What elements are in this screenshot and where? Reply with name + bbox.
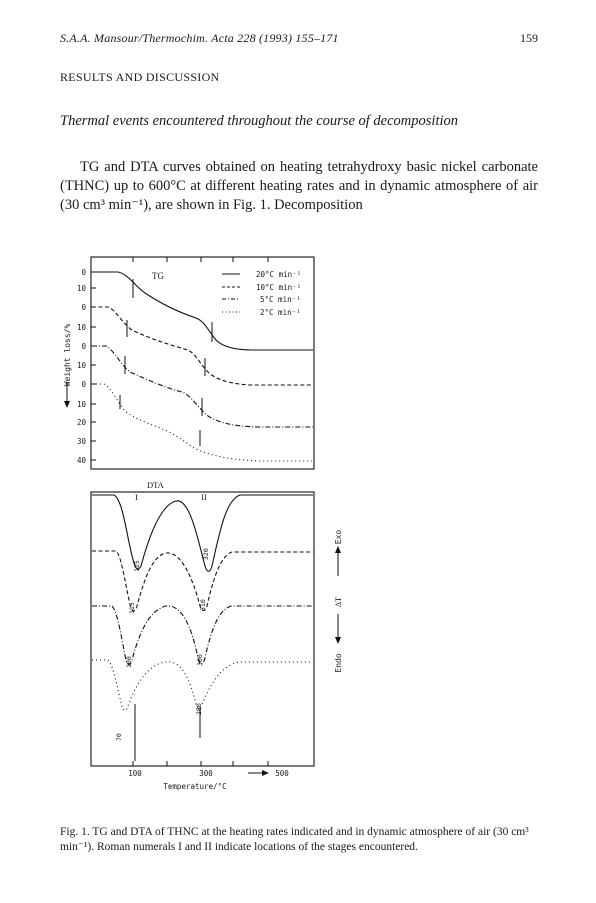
dta-peak-labels	[115, 548, 210, 741]
x-axis-label: Temperature/°C	[163, 782, 227, 791]
tg-tick-label: 0	[81, 268, 86, 277]
stage-label-ii: II	[201, 492, 207, 502]
caption-text: Fig. 1. TG and DTA of THNC at the heating rates indicated and in dynamic atmosphere of air (30 cm³ min⁻¹). Roman numerals I and II indicate locations of the stages encountered.	[60, 826, 529, 853]
legend-label: 10°C min⁻¹	[256, 283, 302, 292]
figure-caption	[60, 825, 540, 855]
tg-curve-2	[92, 384, 313, 461]
legend-label: 20°C min⁻¹	[256, 270, 302, 279]
peak-label-320: 320	[202, 548, 210, 560]
tg-tick-label: 0	[81, 303, 86, 312]
subsection-title: Thermal events encountered throughout the course of decomposition	[60, 113, 459, 129]
bottom-ticks	[133, 761, 268, 766]
tg-tick-label: 10	[76, 323, 86, 332]
tg-tick-label: 10	[76, 361, 86, 370]
tg-tick-label: 0	[81, 380, 86, 389]
tg-tick-label: 20	[76, 418, 86, 427]
dta-stage-lines	[135, 704, 200, 761]
running-title: S.A.A. Mansour/Thermochim. Acta 228 (1993) 155–171	[60, 31, 339, 45]
tg-onset-marks	[120, 279, 212, 446]
tg-left-ticks	[91, 272, 96, 460]
dta-frame	[91, 492, 314, 766]
dta-panel-label: DTA	[147, 480, 164, 490]
stage-label-i: I	[135, 492, 138, 502]
x-axis-arrow	[248, 770, 269, 776]
tg-y-axis-label: Weight loss/%	[63, 323, 72, 387]
exo-label: Exo	[334, 529, 343, 545]
tg-panel-label: TG	[152, 271, 164, 281]
top-ticks	[133, 257, 268, 262]
legend-label: 5°C min⁻¹	[260, 295, 301, 304]
body-paragraph: TG and DTA curves obtained on heating tetrahydroxy basic nickel carbonate (THNC) up to 600°C at different heating rates and in dynamic atmosphere of air (30 cm³ min⁻¹), are shown in Fig. 1. Decomposition	[60, 159, 538, 213]
endo-arrowhead	[335, 637, 341, 644]
delta-t-label: ΔT	[334, 596, 343, 608]
x-tick-label: 500	[275, 769, 289, 778]
tg-tick-label: 30	[76, 437, 86, 446]
dta-side-axis	[334, 530, 343, 673]
tg-tick-labels	[77, 268, 87, 465]
peak-label-310: 310	[199, 599, 207, 611]
peak-label-125: 125	[133, 560, 141, 572]
legend	[222, 270, 301, 317]
tg-tick-label: 10	[76, 284, 86, 293]
x-tick-label: 100	[128, 769, 142, 778]
peak-label-280: 280	[195, 703, 203, 715]
tg-tick-label: 40	[76, 456, 86, 465]
tg-tick-label: 0	[81, 342, 86, 351]
section-title: RESULTS AND DISCUSSION	[60, 70, 220, 84]
page-number: 159	[520, 31, 538, 45]
tg-tick-label: 10	[76, 400, 86, 409]
legend-label: 2°C min⁻¹	[260, 308, 301, 317]
endo-label: Endo	[334, 653, 343, 673]
peak-label-300: 300	[196, 654, 204, 666]
peak-label-70: 70	[115, 733, 123, 741]
peak-label-100: 100	[125, 656, 133, 668]
x-tick-label: 300	[199, 769, 213, 778]
peak-label-115: 115	[128, 602, 136, 614]
exo-arrowhead	[335, 546, 341, 553]
